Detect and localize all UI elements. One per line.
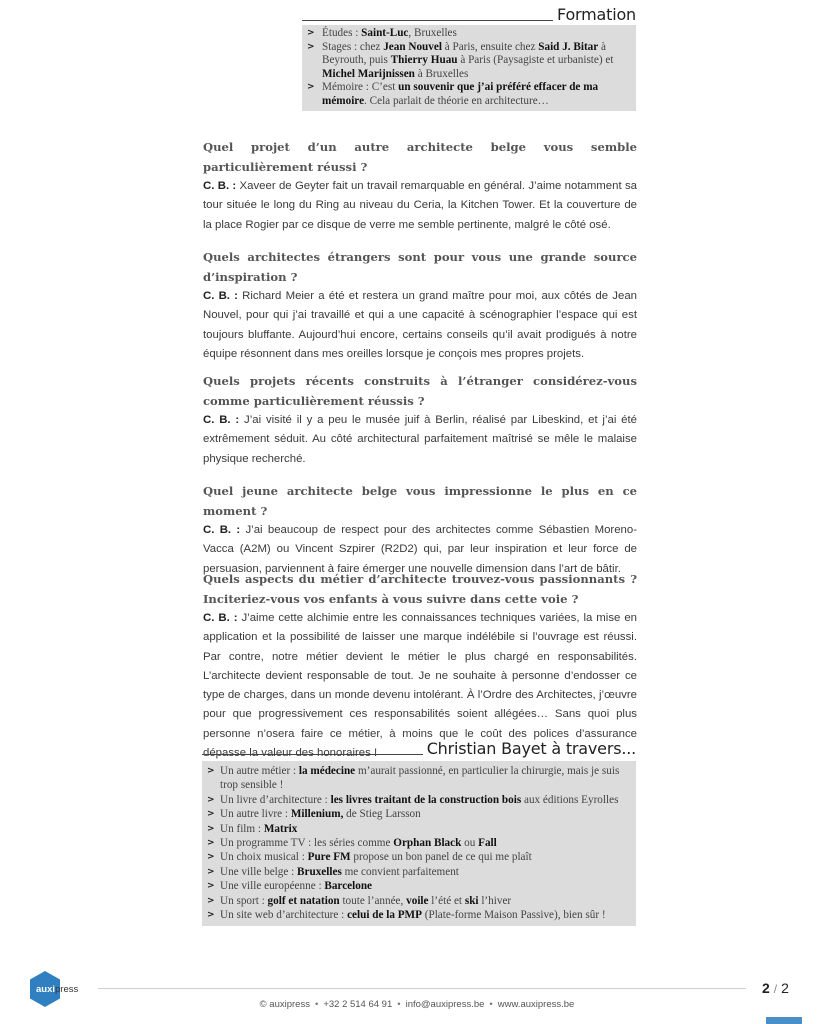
item-text: (Plate-forme Maison Passive), bien sûr !	[421, 909, 606, 922]
page-number	[762, 980, 789, 996]
emphasis-text: Michel Marijnissen	[322, 67, 415, 80]
footer-divider	[98, 988, 746, 989]
travers-list	[204, 764, 632, 922]
item-text: ou	[461, 837, 479, 850]
item-text: m’aurait passionné, en particulier la chirurgie, mais je suis trop sensible !	[220, 765, 620, 792]
item-text: l’été et	[428, 894, 465, 907]
qa-block-5	[203, 569, 637, 763]
emphasis-text: Orphan Black	[393, 837, 462, 850]
emphasis-text: Jean Nouvel	[383, 40, 442, 53]
formation-title: Formation	[557, 5, 636, 24]
footer-phone[interactable]: +32 2 514 64 91	[323, 999, 393, 1010]
answer-text: Richard Meier a été et restera un grand maître pour moi, aux côtés de Jean Nouvel, pour qui j’ai travaillé et qui a une capacité à scénographier l’espace qui est toujours bluffante. Aujourd’hui encore, certains conseils qu’il avait prodigués à notre équipe résonnent dans mes oreilles lorsque je conçois mes propres projets.	[203, 290, 637, 360]
qa-block-2	[203, 247, 637, 364]
brand-part-1: auxi	[36, 984, 56, 995]
item-text: Un autre livre :	[220, 808, 291, 821]
answer-text: Xaveer de Geyter fait un travail remarquable en général. J’aime notamment sa tour située le long du Ring au niveau du Ceria, la Kitchen Tower. Et la couverture de la place Rogier par ce disque de verre me semble pertinente, malgré le côté osé.	[203, 180, 637, 231]
item-text: Un sport :	[220, 894, 268, 907]
arrow-bullet-icon: >	[207, 838, 215, 849]
item-text: propose un bon panel de ce qui me plaît	[350, 851, 532, 864]
item-text: Stages : chez	[322, 40, 384, 53]
bullet-separator: •	[314, 999, 319, 1010]
item-text: . Cela parlait de théorie en architecture…	[364, 94, 549, 107]
item-text: à Paris (Paysagiste et urbaniste) et	[457, 54, 614, 67]
emphasis-text: celui de la PMP	[347, 909, 422, 922]
answer	[203, 411, 637, 469]
list-item	[304, 27, 632, 41]
item-text: Un autre métier :	[220, 765, 299, 777]
emphasis-text: Thierry Huau	[390, 54, 458, 67]
item-text: à Paris, ensuite chez	[441, 40, 539, 53]
arrow-bullet-icon: >	[207, 895, 215, 906]
formation-box	[302, 25, 636, 111]
qa-block-1	[203, 137, 637, 235]
footer-email-link[interactable]: info@auxipress.be	[405, 999, 485, 1010]
arrow-bullet-icon: >	[207, 866, 215, 877]
question: Quels projets récents construits à l’étranger considérez-vous comme particulièrement réussis ?	[203, 374, 637, 408]
answer-text: J’ai beaucoup de respect pour des architectes comme Sébastien Moreno-Vacca (A2M) ou Vincent Szpirer (R2D2) qui, par leur inspiration et leur force de persuasion, parviennent à faire émerger une nouvelle dimension dans l’art de bâtir.	[203, 524, 638, 575]
list-item	[204, 865, 632, 879]
item-text: aux éditions Eyrolles	[521, 793, 619, 806]
speaker-initials: C. B. :	[203, 180, 237, 192]
emphasis-text: golf et natation	[267, 894, 340, 907]
answer	[203, 287, 637, 364]
item-text: Un choix musical :	[220, 851, 308, 864]
item-text: Études :	[322, 27, 362, 39]
qa-block-4	[203, 481, 637, 579]
arrow-bullet-icon: >	[207, 852, 215, 863]
travers-box	[202, 761, 636, 926]
arrow-bullet-icon: >	[307, 82, 315, 93]
list-item	[204, 764, 632, 793]
item-text: Un livre d’architecture :	[220, 793, 331, 806]
list-item	[304, 81, 632, 108]
emphasis-text: ski	[464, 894, 479, 907]
question: Quel projet d’un autre architecte belge vous semble particulièrement réussi ?	[203, 140, 637, 174]
list-item	[204, 894, 632, 908]
item-text: l’hiver	[478, 894, 512, 907]
item-text: , Bruxelles	[408, 27, 457, 39]
item-text: Mémoire : C’est	[322, 81, 399, 94]
bullet-separator: •	[489, 999, 493, 1010]
emphasis-text: la médecine	[298, 765, 356, 777]
arrow-bullet-icon: >	[207, 766, 215, 776]
item-text: me convient parfaitement	[341, 865, 459, 878]
item-text: Une ville européenne :	[220, 880, 325, 893]
list-item	[204, 807, 632, 821]
list-item	[204, 850, 632, 864]
emphasis-text: un souvenir que j’ai préféré effacer de ma mémoire	[322, 81, 599, 107]
item-text: Un film :	[220, 822, 264, 835]
speaker-initials: C. B. :	[203, 612, 238, 624]
emphasis-text: Bruxelles	[297, 865, 342, 878]
arrow-bullet-icon: >	[207, 910, 215, 921]
question: Quels architectes étrangers sont pour vous une grande source d’inspiration ?	[203, 250, 637, 284]
speaker-initials: C. B. :	[203, 524, 241, 536]
answer-text: J’ai visité il y a peu le musée juif à Berlin, réalisé par Libeskind, et j’ai été extrêmement séduit. Au côté architectural parfaitement maîtrisé se mêle le malaise physique recherché.	[203, 414, 638, 465]
formation-list	[304, 27, 632, 109]
arrow-bullet-icon: >	[207, 823, 215, 834]
speaker-initials: C. B. :	[203, 290, 238, 302]
arrow-bullet-icon: >	[307, 41, 315, 52]
list-item	[204, 879, 632, 893]
arrow-bullet-icon: >	[207, 881, 215, 892]
emphasis-text: Fall	[478, 837, 497, 850]
item-text: Un programme TV : les séries comme	[220, 837, 394, 850]
emphasis-text: Said J. Bitar	[538, 40, 599, 53]
page-separator: /	[773, 982, 778, 996]
heading-rule	[302, 20, 553, 21]
question: Quel jeune architecte belge vous impressionne le plus en ce moment ?	[203, 484, 637, 518]
answer-text: J’aime cette alchimie entre les connaissances techniques variées, la mise en application et la possibilité de laisser une marque indélébile si l’ouvrage est réussi. Par contre, notre métier devient le métier le plus chargé en responsabilités. L’architecte devient responsable de tout. Je ne souhaite à personne d’endosser ce type de charges, dans un monde devenu intolérant. À l’Ordre des Architectes, j’œuvre pour que progressivement ces responsabilités soient allégées… Sans quoi plus personne n’osera faire ce métier, à moins que le coût des polices d’assurance dépasse la valeur des honoraires !	[203, 612, 637, 760]
corner-tab	[766, 1017, 802, 1024]
footer-website-link[interactable]: www.auxipress.be	[497, 999, 575, 1010]
item-text: à Bruxelles	[414, 67, 469, 80]
heading-rule	[202, 754, 423, 755]
page-current: 2	[762, 980, 770, 996]
qa-block-3	[203, 371, 637, 469]
item-text: à Beyrouth, puis	[322, 40, 607, 67]
item-text: de Stieg Larsson	[343, 808, 421, 821]
emphasis-text: les livres traitant de la construction bois	[330, 793, 522, 806]
list-item	[204, 822, 632, 836]
emphasis-text: Saint-Luc	[361, 27, 409, 39]
item-text: Un site web d’architecture :	[220, 909, 348, 922]
page-total: 2	[781, 980, 789, 996]
emphasis-text: voile	[406, 894, 429, 907]
list-item	[304, 41, 632, 82]
list-item	[204, 793, 632, 807]
list-item	[204, 836, 632, 850]
item-text: toute l’année,	[339, 894, 407, 907]
emphasis-text: Pure FM	[307, 851, 351, 864]
travers-heading	[202, 740, 636, 758]
bullet-separator: •	[397, 999, 401, 1010]
speaker-initials: C. B. :	[203, 414, 240, 426]
footer-brand	[36, 984, 78, 995]
footer-contact	[0, 999, 834, 1010]
item-text: Une ville belge :	[220, 865, 298, 878]
emphasis-text: Matrix	[263, 822, 298, 835]
formation-heading	[302, 6, 636, 24]
emphasis-text: Barcelone	[324, 880, 373, 893]
travers-title: Christian Bayet à travers...	[426, 739, 636, 758]
question: Quels aspects du métier d’architecte trouvez-vous passionnants ? Inciteriez-vous vos enfants à vous suivre dans cette voie ?	[203, 572, 637, 606]
brand-part-2: press	[55, 984, 79, 995]
emphasis-text: Millenium,	[290, 808, 344, 821]
arrow-bullet-icon: >	[307, 28, 315, 38]
arrow-bullet-icon: >	[207, 809, 215, 820]
answer	[203, 177, 637, 235]
footer-copyright: © auxipress	[259, 999, 310, 1010]
arrow-bullet-icon: >	[207, 794, 215, 805]
list-item	[204, 908, 632, 922]
